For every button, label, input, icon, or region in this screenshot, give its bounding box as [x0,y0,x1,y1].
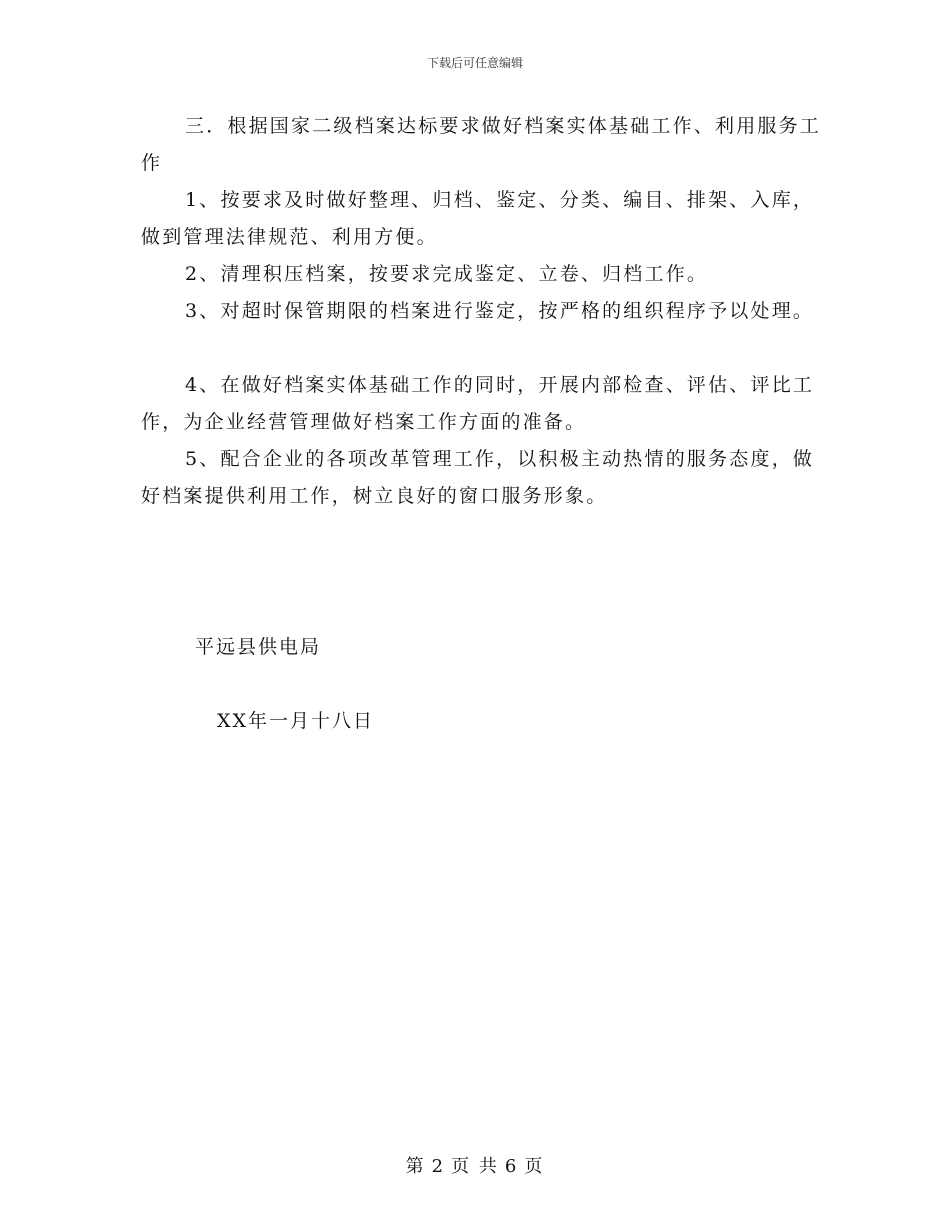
signature-date: XX年一月十八日 [217,710,375,732]
page-footer [0,1152,950,1178]
page-header: 下载后可任意编辑 [426,56,523,70]
list-item-2 [141,256,821,293]
footer-middle: 页 共 [451,1156,499,1177]
footer-prefix: 第 [405,1156,426,1177]
paragraph-item-3: 3、对超时保管期限的档案进行鉴定，按严格的组织程序予以处理。 [185,300,815,322]
paragraph-item-5: 5、配合企业的各项改革管理工作，以积极主动热情的服务态度，做好档案提供利用工作，树立良好的窗口服务形象。 [141,448,815,507]
paragraph-section-three: 三．根据国家二级档案达标要求做好档案实体基础工作、利用服务工作 [141,115,822,174]
list-item-3 [141,293,821,330]
footer-suffix: 页 [524,1156,545,1177]
paragraph-item-1: 1、按要求及时做好整理、归档、鉴定、分类、编目、排架、入库，做到管理法律规范、利用方便。 [141,189,815,248]
list-item-5 [141,441,821,515]
list-item-1 [141,182,821,256]
footer-total-pages: 6 [504,1156,519,1177]
paragraph-item-2: 2、清理积压档案，按要求完成鉴定、立卷、归档工作。 [185,263,709,285]
paragraph-item-4: 4、在做好档案实体基础工作的同时，开展内部检查、评估、评比工作，为企业经营管理做好档案工作方面的准备。 [141,374,815,433]
footer-current-page: 2 [431,1156,446,1177]
list-item-4 [141,367,821,441]
signature-organization: 平远县供电局 [195,636,322,658]
section-heading-three [141,108,821,182]
